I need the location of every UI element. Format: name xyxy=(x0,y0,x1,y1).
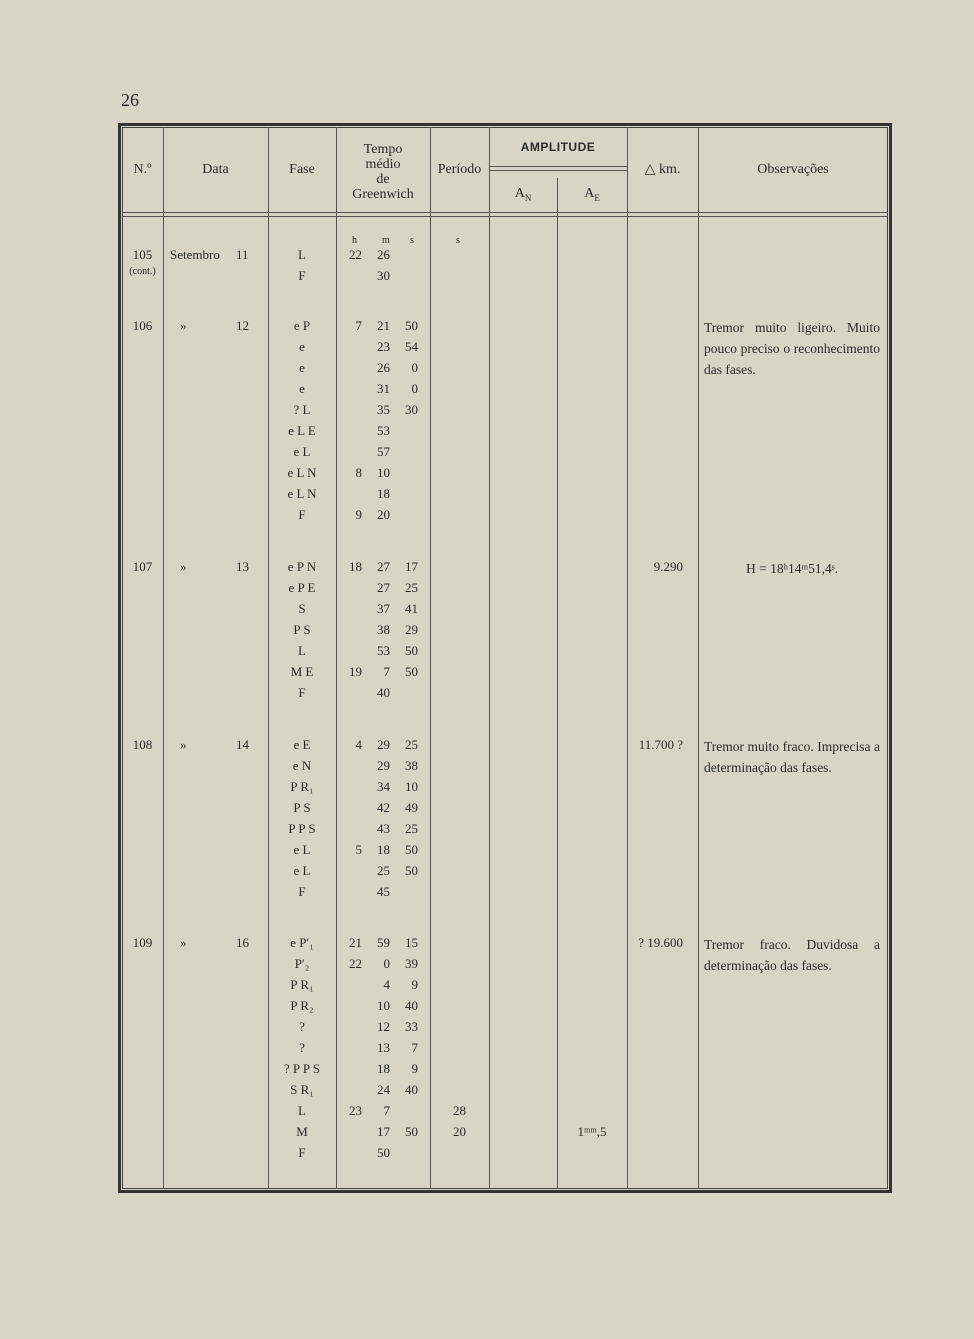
row-hour: 21 xyxy=(349,935,362,950)
event-distance: 11.700 ? xyxy=(638,737,683,752)
row-hour: 19 xyxy=(349,664,362,679)
row-second: 49 xyxy=(405,800,418,815)
header-no: N.º xyxy=(133,162,152,177)
col-line xyxy=(627,127,628,1189)
row-fase: P S xyxy=(293,800,311,815)
row-fase: ? xyxy=(299,1040,305,1055)
row-fase: e P xyxy=(293,318,311,333)
row-minute: 0 xyxy=(383,956,390,971)
header-tempo-line: Greenwich xyxy=(352,187,414,202)
row-minute: 31 xyxy=(377,381,390,396)
header-an xyxy=(489,186,557,206)
row-fase: e P E xyxy=(288,580,316,595)
event-day: 14 xyxy=(236,737,249,752)
event-day: 12 xyxy=(236,318,249,333)
row-fase: P′₂ xyxy=(294,956,310,971)
row-minute: 27 xyxy=(377,580,390,595)
row-second: 0 xyxy=(411,360,418,375)
row-fase: F xyxy=(298,507,306,522)
row-fase: ? P P S xyxy=(283,1061,321,1076)
unit-m: m xyxy=(382,235,390,246)
event-month: » xyxy=(180,737,187,752)
row-fase: P S xyxy=(293,622,311,637)
header-tempo-line: médio xyxy=(365,157,401,172)
row-amplitude-e: 1ᵐᵐ,5 xyxy=(577,1124,607,1139)
row-minute: 23 xyxy=(377,339,390,354)
row-second: 15 xyxy=(405,935,418,950)
row-second: 17 xyxy=(405,559,418,574)
event-distance: ? 19.600 xyxy=(638,935,683,950)
row-fase: S R₁ xyxy=(290,1082,314,1097)
row-fase: F xyxy=(298,1145,306,1160)
header-ae-sub: E xyxy=(594,192,600,203)
row-fase: e xyxy=(299,381,305,396)
row-hour: 23 xyxy=(349,1103,362,1118)
row-minute: 18 xyxy=(377,1061,390,1076)
row-second: 50 xyxy=(405,318,418,333)
col-line xyxy=(336,127,337,1189)
row-minute: 25 xyxy=(377,863,390,878)
row-hour: 4 xyxy=(355,737,362,752)
header-bottom-line xyxy=(122,216,888,217)
row-second: 10 xyxy=(405,779,418,794)
amplitude-underline xyxy=(489,166,627,167)
row-minute: 35 xyxy=(377,402,390,417)
header-tempo-line: Tempo xyxy=(363,142,403,157)
row-minute: 13 xyxy=(377,1040,390,1055)
row-fase: L xyxy=(298,247,306,262)
row-fase: e P′₁ xyxy=(290,935,314,950)
page-number: 26 xyxy=(121,90,139,110)
header-an-sub: N xyxy=(524,192,532,203)
event-number: 107 xyxy=(132,559,153,574)
event-number: 108 xyxy=(132,737,153,752)
row-minute: 59 xyxy=(377,935,390,950)
row-fase: M E xyxy=(290,664,314,679)
event-observation: Tremor muito fraco. Imprecisa a determinação das fases. xyxy=(704,739,880,775)
event-month: Setembro xyxy=(170,247,220,262)
row-minute: 20 xyxy=(377,507,390,522)
row-fase: e L N xyxy=(287,465,317,480)
row-minute: 18 xyxy=(377,842,390,857)
col-line xyxy=(698,127,699,1189)
header-ae xyxy=(557,186,627,206)
row-second: 29 xyxy=(405,622,418,637)
header-tempo-line: de xyxy=(376,172,390,187)
row-minute: 7 xyxy=(383,1103,390,1118)
row-minute: 12 xyxy=(377,1019,390,1034)
row-fase: P R₂ xyxy=(290,998,314,1013)
row-minute: 45 xyxy=(377,884,390,899)
row-second: 25 xyxy=(405,821,418,836)
row-fase: e xyxy=(299,360,305,375)
row-fase: L xyxy=(298,643,306,658)
row-minute: 42 xyxy=(377,800,390,815)
row-second: 38 xyxy=(405,758,418,773)
row-second: 33 xyxy=(405,1019,418,1034)
header-fase: Fase xyxy=(289,162,315,177)
row-second: 9 xyxy=(411,977,418,992)
row-fase: e xyxy=(299,339,305,354)
unit-h: h xyxy=(352,235,357,246)
row-minute: 24 xyxy=(377,1082,390,1097)
row-minute: 21 xyxy=(377,318,390,333)
row-second: 40 xyxy=(405,998,418,1013)
event-month: » xyxy=(180,935,187,950)
header-an-letter: A xyxy=(514,186,525,201)
event-number: 105 xyxy=(132,247,153,262)
event-number: 106 xyxy=(132,318,153,333)
row-second: 9 xyxy=(411,1061,418,1076)
row-minute: 37 xyxy=(377,601,390,616)
header-periodo: Período xyxy=(437,162,482,177)
row-minute: 27 xyxy=(377,559,390,574)
row-minute: 43 xyxy=(377,821,390,836)
row-fase: L xyxy=(298,1103,306,1118)
header-bottom-line xyxy=(122,212,888,213)
row-minute: 53 xyxy=(377,643,390,658)
row-fase: e L xyxy=(293,444,311,459)
row-minute: 4 xyxy=(383,977,390,992)
row-hour: 7 xyxy=(355,318,362,333)
row-fase: e L E xyxy=(288,423,316,438)
header-data: Data xyxy=(202,162,229,177)
row-second: 50 xyxy=(405,842,418,857)
row-minute: 10 xyxy=(377,998,390,1013)
row-minute: 40 xyxy=(377,685,390,700)
unit-period-s: s xyxy=(456,235,460,246)
row-fase: F xyxy=(298,268,306,283)
event-number: 109 xyxy=(132,935,153,950)
row-second: 50 xyxy=(405,1124,418,1139)
row-minute: 38 xyxy=(377,622,390,637)
row-minute: 26 xyxy=(377,360,390,375)
row-minute: 29 xyxy=(377,737,390,752)
header-ae-letter: A xyxy=(584,186,595,201)
row-period: 20 xyxy=(453,1124,466,1139)
row-minute: 26 xyxy=(377,247,390,262)
row-minute: 29 xyxy=(377,758,390,773)
row-second: 0 xyxy=(411,381,418,396)
header-obs: Observações xyxy=(757,162,829,177)
event-month: » xyxy=(180,559,187,574)
row-fase: e L xyxy=(293,842,311,857)
row-minute: 7 xyxy=(383,664,390,679)
row-fase: e E xyxy=(293,737,311,752)
unit-s: s xyxy=(410,235,414,246)
event-cont: (cont.) xyxy=(129,266,156,277)
row-fase: ? L xyxy=(293,402,311,417)
row-second: 40 xyxy=(405,1082,418,1097)
event-observation: Tremor fraco. Duvidosa a determinação das fases. xyxy=(704,937,880,973)
row-fase: P R₁ xyxy=(290,779,314,794)
row-second: 7 xyxy=(411,1040,418,1055)
col-line xyxy=(163,127,164,1189)
amplitude-underline xyxy=(489,170,627,171)
header-tempo xyxy=(336,142,430,202)
header-km: △ km. xyxy=(644,162,681,177)
row-fase: P R₁ xyxy=(290,977,314,992)
row-second: 50 xyxy=(405,664,418,679)
col-line xyxy=(430,127,431,1189)
col-line xyxy=(489,127,490,1189)
row-second: 30 xyxy=(405,402,418,417)
event-day: 11 xyxy=(236,247,249,262)
row-minute: 18 xyxy=(377,486,390,501)
row-second: 50 xyxy=(405,863,418,878)
row-hour: 22 xyxy=(349,247,362,262)
row-fase: F xyxy=(298,685,306,700)
row-hour: 22 xyxy=(349,956,362,971)
row-fase: P P S xyxy=(288,821,316,836)
row-minute: 34 xyxy=(377,779,390,794)
col-line xyxy=(557,178,558,1189)
row-fase: F xyxy=(298,884,306,899)
row-fase: e L N xyxy=(287,486,317,501)
row-fase: e L xyxy=(293,863,311,878)
row-hour: 9 xyxy=(355,507,362,522)
row-second: 54 xyxy=(405,339,418,354)
event-month: » xyxy=(180,318,187,333)
table-frame-inner xyxy=(122,127,888,1189)
row-second: 39 xyxy=(405,956,418,971)
event-observation: Tremor muito ligeiro. Muito pouco preciso o reconhecimento das fases. xyxy=(704,320,880,377)
row-fase: e P N xyxy=(287,559,317,574)
row-second: 41 xyxy=(405,601,418,616)
row-minute: 50 xyxy=(377,1145,390,1160)
row-fase: e N xyxy=(292,758,312,773)
event-distance: 9.290 xyxy=(653,559,683,574)
header-amplitude: AMPLITUDE xyxy=(520,140,596,154)
row-second: 25 xyxy=(405,580,418,595)
row-fase: M xyxy=(296,1124,308,1139)
row-minute: 30 xyxy=(377,268,390,283)
row-hour: 18 xyxy=(349,559,362,574)
row-second: 50 xyxy=(405,643,418,658)
row-minute: 57 xyxy=(377,444,390,459)
event-observation: H = 18ʰ14ᵐ51,4ˢ. xyxy=(746,561,838,576)
row-fase: ? xyxy=(299,1019,305,1034)
row-second: 25 xyxy=(405,737,418,752)
row-hour: 5 xyxy=(355,842,362,857)
row-minute: 53 xyxy=(377,423,390,438)
row-minute: 10 xyxy=(377,465,390,480)
row-hour: 8 xyxy=(355,465,362,480)
event-day: 16 xyxy=(236,935,249,950)
event-day: 13 xyxy=(236,559,249,574)
row-fase: S xyxy=(298,601,306,616)
row-minute: 17 xyxy=(377,1124,390,1139)
row-period: 28 xyxy=(453,1103,466,1118)
